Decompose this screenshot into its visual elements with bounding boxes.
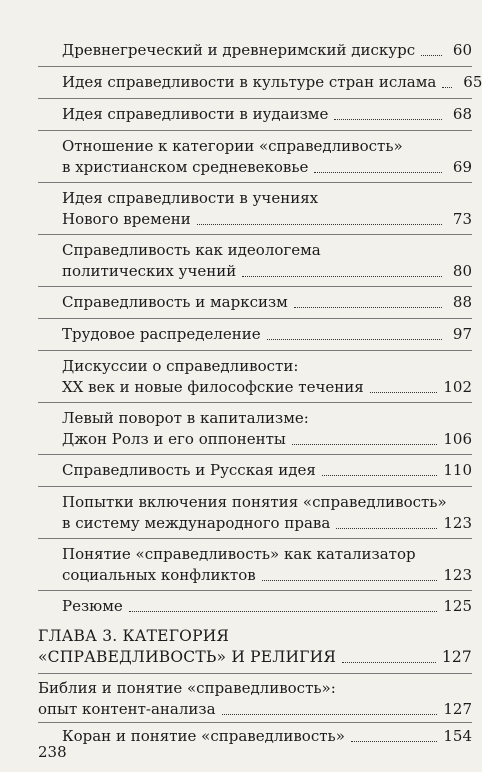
toc-chapter-heading [38,626,472,668]
toc-entry-page: 123 [443,514,472,532]
separator-line [38,66,472,67]
toc-entry-title: социальных конфликтов [62,566,256,584]
page-number: 238 [38,743,67,761]
toc-entry-title: Резюме [62,597,123,615]
toc-entry [62,492,472,534]
toc-entry-page: 68 [452,105,472,123]
toc-entry-title: Отношение к категории «справедливость» [62,137,403,155]
dot-leader [370,391,438,393]
toc-entry-page: 123 [443,566,472,584]
toc-entry-title: опыт контент-анализа [38,700,216,718]
toc-entry-title: Идея справедливости в культуре стран ислама [62,73,437,91]
toc-entry-page: 88 [452,293,472,311]
toc-entry [62,72,482,93]
toc-entry-page: 65 [463,73,482,91]
toc-entry [62,292,472,313]
separator-line [38,486,472,487]
toc-entry-title: Справедливость и марксизм [62,293,288,311]
toc-entry-title: Справедливость и Русская идея [62,461,316,479]
toc-chapter-title: ГЛАВА 3. КАТЕГОРИЯ [38,627,230,645]
dot-leader [294,306,442,308]
toc-entry-title: Справедливость как идеологема [62,241,321,259]
toc-entry-title: Джон Ролз и его оппоненты [62,430,286,448]
separator-line [38,722,472,723]
separator-line [38,590,472,591]
dot-leader [314,171,442,173]
toc-entry-title: Попытки включения понятия «справедливость» [62,493,447,511]
dot-leader [197,223,442,225]
toc-entry-page: 127 [443,700,472,718]
toc-entry-title: в христианском средневековье [62,158,309,176]
toc-entry [62,324,472,345]
toc-entry [62,544,472,586]
toc-entry-page: 102 [443,378,472,396]
separator-line [38,286,472,287]
separator-line [38,673,472,674]
toc-entry-title: XX век и новые философские течения [62,378,364,396]
separator-line [38,234,472,235]
toc-entry [38,678,472,720]
dot-leader [421,54,442,56]
toc-entry-page: 127 [441,648,472,666]
separator-line [38,98,472,99]
separator-line [38,538,472,539]
toc-entry-title: Древнегреческий и древнеримский дискурс [62,41,416,59]
dot-leader [222,713,438,715]
toc-entry [62,240,472,282]
toc-chapter-title: «СПРАВЕДЛИВОСТЬ» И РЕЛИГИЯ [38,648,337,666]
toc-entry [62,136,472,178]
toc-entry-title: Нового времени [62,210,191,228]
toc-entry [62,104,472,125]
toc-entry-title: политических учений [62,262,237,280]
toc-entry-title: Левый поворот в капитализме: [62,409,309,427]
dot-leader [442,86,452,88]
dot-leader [129,610,438,612]
dot-leader [292,443,438,445]
toc-entry-page: 73 [452,210,472,228]
toc-entry-page: 80 [452,262,472,280]
dot-leader [267,338,442,340]
toc-entry-page: 106 [443,430,472,448]
toc-entry-title: Коран и понятие «справедливость» [62,727,345,745]
toc-entry-page: 97 [452,325,472,343]
toc-entry-page: 125 [443,597,472,615]
toc-entry [62,408,472,450]
toc-entry-title: Библия и понятие «справедливость»: [38,679,336,697]
toc-entry [62,40,472,61]
toc-entry-title: Понятие «справедливость» как катализатор [62,545,416,563]
toc-entry-title: Трудовое распределение [62,325,261,343]
separator-line [38,402,472,403]
toc-entry-title: Идея справедливости в учениях [62,189,319,207]
separator-line [38,454,472,455]
toc-entry [62,726,472,747]
toc-entry-page: 60 [452,41,472,59]
dot-leader [336,527,437,529]
separator-line [38,350,472,351]
toc-entry-page: 110 [443,461,472,479]
dot-leader [322,474,438,476]
toc-entry-title: в систему международного права [62,514,331,532]
toc-entry-title: Идея справедливости в иудаизме [62,105,329,123]
toc-entry-title: Дискуссии о справедливости: [62,357,299,375]
toc-entry [62,188,472,230]
dot-leader [351,740,437,742]
dot-leader [262,579,438,581]
separator-line [38,318,472,319]
toc-entry [62,460,472,481]
toc-entry [62,356,472,398]
separator-line [38,182,472,183]
toc-entry [62,596,472,617]
dot-leader [334,118,442,120]
dot-leader [342,661,436,663]
toc-entry-page: 154 [443,727,472,745]
toc-entry-page: 69 [452,158,472,176]
dot-leader [242,275,442,277]
separator-line [38,130,472,131]
